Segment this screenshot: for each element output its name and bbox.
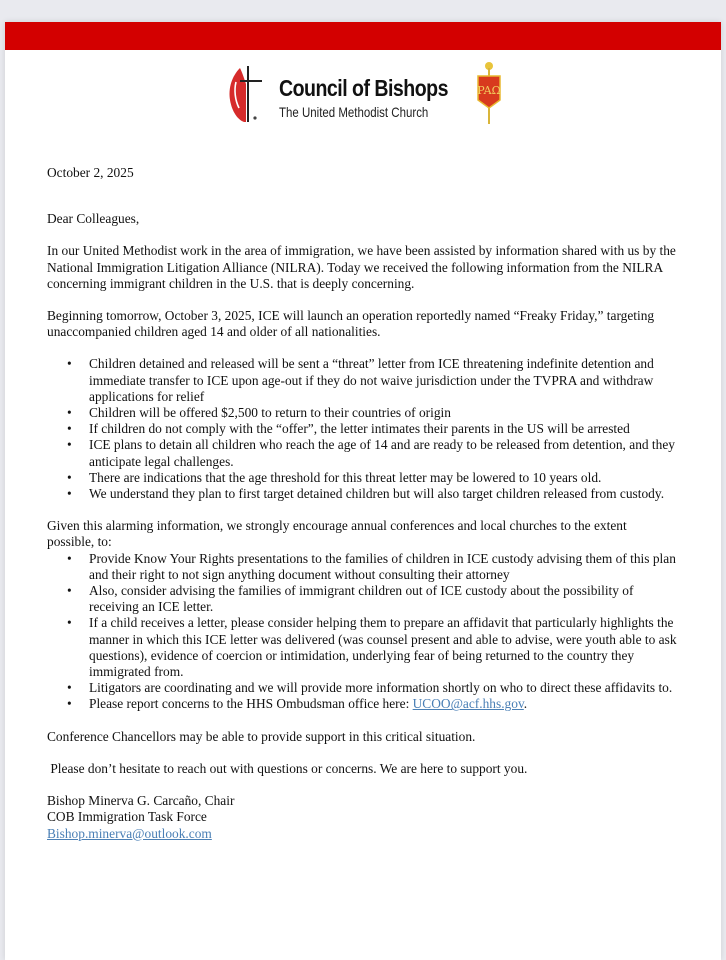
header-red-bar bbox=[5, 22, 721, 50]
signature-block bbox=[47, 793, 677, 842]
action-item: • Provide Know Your Rights presentations to the families of children in ICE custody advising them of this plan and their right to not sign anything document without consulting their attorney bbox=[89, 551, 677, 583]
fact-item: • ICE plans to detain all children who reach the age of 14 and are ready to be released from detention, and they anticipate legal challenges. bbox=[89, 437, 677, 469]
salutation: Dear Colleagues, bbox=[47, 211, 140, 227]
action-item: • Also, consider advising the families of immigrant children out of ICE custody about the possibility of receiving an ICE letter. bbox=[89, 583, 677, 615]
action-item: • Litigators are coordinating and we will provide more information shortly on who to direct these affidavits to. bbox=[89, 680, 677, 696]
encourage-paragraph: Given this alarming information, we strongly encourage annual conferences and local churches to the extent possible, to: bbox=[47, 518, 627, 550]
letterhead bbox=[5, 58, 721, 128]
signer-email-link[interactable]: Bishop.minerva@outlook.com bbox=[47, 825, 212, 841]
signer-title: COB Immigration Task Force bbox=[47, 809, 207, 825]
intro-paragraph: In our United Methodist work in the area of immigration, we have been assisted by information shared with us by the National Immigration Litigation Alliance (NILRA). Today we received the following information from the NILRA concerning immigrant children in the U.S. that is deeply concerning. bbox=[47, 243, 676, 291]
org-name: Council of Bishops bbox=[279, 75, 448, 101]
closing-paragraph: Please don’t hesitate to reach out with questions or concerns. We are here to support you. bbox=[47, 760, 528, 776]
org-subtitle: The United Methodist Church bbox=[279, 104, 429, 120]
actions-list bbox=[47, 551, 677, 713]
chancellors-paragraph: Conference Chancellors may be able to provide support in this critical situation. bbox=[47, 728, 476, 744]
hhs-ombudsman-email-link[interactable]: UCOO@acf.hhs.gov bbox=[412, 696, 524, 712]
cross-and-flame-logo-icon bbox=[226, 62, 266, 124]
bishop-emblem-icon bbox=[472, 60, 506, 126]
fact-item: • There are indications that the age threshold for this threat letter may be lowered to 10 years old. bbox=[89, 470, 677, 486]
facts-list bbox=[47, 356, 677, 502]
action-item: • If a child receives a letter, please consider helping them to prepare an affidavit that particularly highlights the manner in which this ICE letter was delivered (was counsel present and able to advise, were youth able to ask questions), evidence of coercion or intimidation, underlying fear of being returned to the country they immigrated from. bbox=[89, 615, 677, 680]
fact-item: • Children will be offered $2,500 to return to their countries of origin bbox=[89, 405, 677, 421]
operation-paragraph: Beginning tomorrow, October 3, 2025, ICE will launch an operation reportedly named “Freaky Friday,” targeting unaccompanied children aged 14 and older of all nationalities. bbox=[47, 308, 655, 340]
action-item-report bbox=[89, 696, 677, 712]
letter-date: October 2, 2025 bbox=[47, 165, 134, 180]
letter-page bbox=[5, 22, 721, 960]
fact-item: • If children do not comply with the “offer”, the letter intimates their parents in the US will be arrested bbox=[89, 421, 677, 437]
signer-name: Bishop Minerva G. Carcaño, Chair bbox=[47, 793, 235, 809]
report-suffix: . bbox=[523, 696, 528, 712]
letter-body bbox=[47, 165, 677, 842]
fact-item: • We understand they plan to first target detained children but will also target children released from custody. bbox=[89, 486, 677, 502]
report-text: Please report concerns to the HHS Ombudsman office here: bbox=[89, 696, 413, 712]
fact-item: • Children detained and released will be sent a “threat” letter from ICE threatening indefinite detention and immediate transfer to ICE upon age-out if they do not waive jurisdiction under the TVPRA and withdraw applications for relief bbox=[89, 356, 677, 405]
svg-text:PAΩ: PAΩ bbox=[477, 84, 501, 97]
